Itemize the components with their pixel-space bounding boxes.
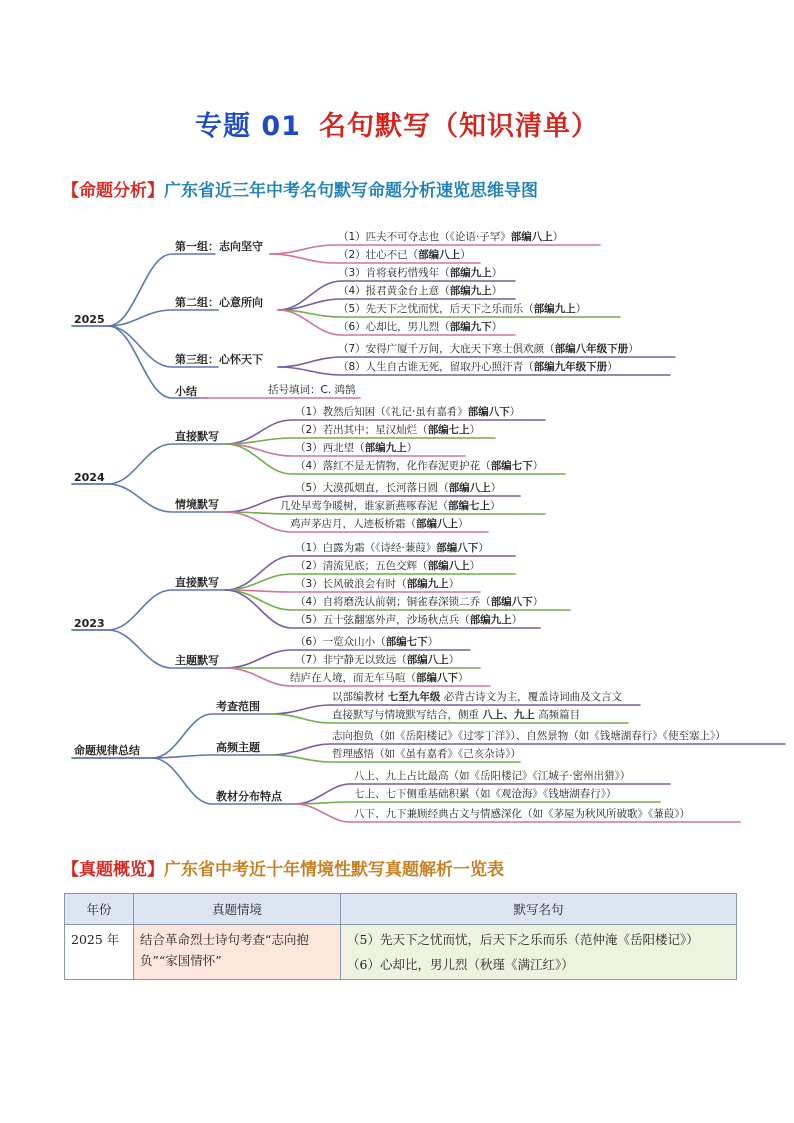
quote-line: （5）先天下之忧而忧，后天下之乐而乐（范仲淹《岳阳楼记》） (347, 932, 699, 947)
title-part1: 专题 01 (195, 111, 301, 142)
list-item: 七上、七下侧重基础积累（如《观沧海》《钱塘湖春行》） (354, 788, 617, 800)
list-item: 几处早莺争暖树，谁家新燕啄春泥（部编七上） (280, 500, 501, 512)
list-item: 直接默写与情境默写结合，侧重 八上、九上 高频篇目 (332, 709, 581, 721)
cell-context: 结合革命烈士诗句考查“志向抱负”“家国情怀” (134, 925, 341, 980)
column-header-year: 年份 (65, 894, 134, 925)
year-2023: 2023 (74, 617, 105, 630)
list-item: （5）先天下之忧而忧，后天下之乐而乐（部编九上） (338, 303, 587, 315)
list-item: 八上、九上占比最高（如《岳阳楼记》《江城子·密州出猎》） (354, 770, 631, 782)
list-item: （3）肯将衰朽惜残年（部编九上） (338, 267, 503, 279)
group1-label: 第一组：志向坚守 (175, 240, 263, 253)
list-item: （3）西北望（部编九上） (295, 442, 418, 454)
year-2024: 2024 (74, 471, 105, 484)
mind-map (60, 222, 790, 832)
list-item: （7）非宁静无以致远（部编八上） (295, 654, 460, 666)
list-item: 以部编教材 七至九年级 必背古诗文为主，覆盖诗词曲及文言文 (332, 691, 623, 703)
title-part2: 名句默写（知识清单） (318, 111, 599, 142)
distribution-label: 教材分布特点 (216, 790, 282, 803)
list-item: 八下、九下兼顾经典古文与情感深化（如《茅屋为秋风所破歌》《蒹葭》） (354, 808, 690, 820)
list-item: （2）若出其中；星汉灿烂（部编七上） (295, 424, 481, 436)
cell-quotes (341, 925, 737, 980)
list-item: 志向抱负（如《岳阳楼记》《过零丁洋》）、自然景物（如《钱塘湖春行》《使至塞上》） (332, 730, 726, 742)
list-item: （4）报君黄金台上意（部编九上） (338, 285, 503, 297)
list-item: 哲理感悟（如《虽有嘉肴》《己亥杂诗》） (332, 748, 521, 760)
context-label: 情境默写 (175, 498, 219, 511)
section-text: 广东省中考近十年情境性默写真题解析一览表 (164, 860, 504, 880)
column-header-quotes: 默写名句 (341, 894, 737, 925)
table-row (65, 925, 737, 980)
list-item: （1）教然后知困（《礼记·虽有嘉肴》部编八下） (295, 406, 521, 418)
list-item: （3）长风破浪会有时（部编九上） (295, 578, 460, 590)
section-bracket: 【真题概览】 (62, 860, 164, 880)
list-item: 结庐在人境，而无车马喧（部编八下） (290, 672, 469, 684)
cell-year: 2025 年 (65, 925, 134, 980)
group3-label: 第三组：心怀天下 (175, 353, 263, 366)
direct-label: 直接默写 (175, 430, 219, 443)
group2-label: 第二组：心意所向 (175, 296, 263, 309)
list-item: （4）自将磨洗认前朝；铜雀春深锁二乔（部编八下） (295, 596, 544, 608)
list-item: （1）匹夫不可夺志也（《论语·子罕》部编八上） (338, 231, 564, 243)
table-header-row (65, 894, 737, 925)
summary-label: 小结 (175, 385, 197, 398)
direct-label: 直接默写 (175, 576, 219, 589)
theme-label: 主题默写 (175, 654, 219, 667)
list-item: （6）一览众山小（部编七下） (295, 636, 439, 648)
topics-label: 高频主题 (216, 741, 260, 754)
list-item: （1）白露为霜（《诗经·蒹葭》部编八下） (295, 542, 489, 554)
scope-label: 考查范围 (216, 700, 260, 713)
section-text: 广东省近三年中考名句默写命题分析速览思维导图 (164, 181, 538, 201)
list-item: （4）落红不是无情物，化作春泥更护花（部编七下） (295, 460, 544, 472)
section-bracket: 【命题分析】 (62, 181, 164, 201)
year-2025: 2025 (74, 313, 105, 326)
quote-line: （6）心却比，男儿烈（秋瑾《满江红》） (347, 957, 574, 972)
page-title (0, 104, 794, 143)
list-item: （2）清流见底；五色交辉（部编八上） (295, 560, 481, 572)
list-item: （2）壮心不已（部编八上） (338, 249, 471, 261)
list-item: （6）心却比，男儿烈（部编九下） (338, 321, 503, 333)
rules-label: 命题规律总结 (74, 744, 140, 757)
list-item: （8）人生自古谁无死，留取丹心照汗青（部编九年级下册） (338, 361, 618, 373)
section-heading-overview (62, 855, 504, 880)
list-item: 鸡声茅店月，人迹板桥霜（部编八上） (290, 518, 469, 530)
summary-text: 括号填词：C. 鸿鹄 (268, 384, 356, 396)
list-item: （7）安得广厦千万间，大庇天下寒士俱欢颜（部编八年级下册） (338, 343, 639, 355)
list-item: （5）大漠孤烟直，长河落日圆（部编八上） (295, 482, 502, 494)
column-header-context: 真题情境 (134, 894, 341, 925)
list-item: （5）五十弦翻塞外声，沙场秋点兵（部编九上） (295, 614, 523, 626)
exam-table (64, 893, 737, 980)
section-heading-analysis (62, 176, 538, 201)
